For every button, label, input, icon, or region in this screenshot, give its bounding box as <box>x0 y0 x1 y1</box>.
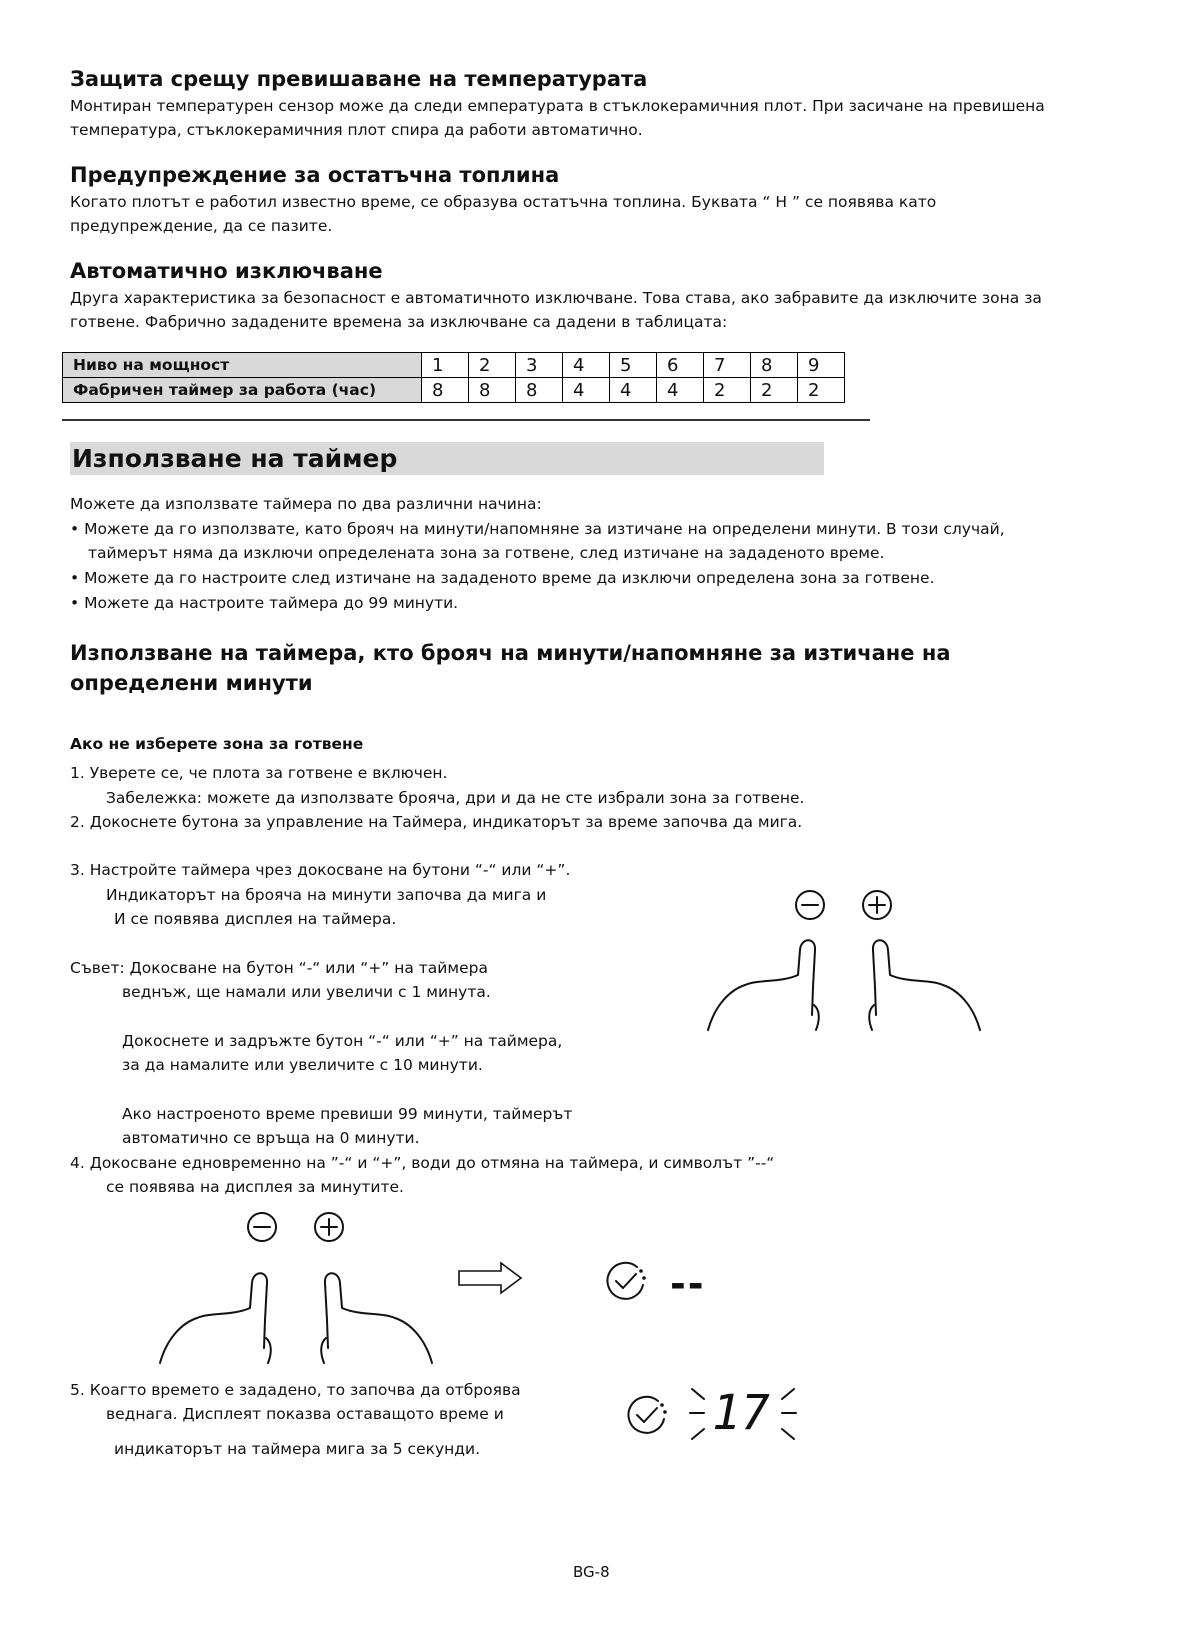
table-cell: 4 <box>563 353 610 378</box>
residual-text-1: Когато плотът е работил известно време, се образува остатъчна топлина. Буквата “ H ” се появява като <box>70 193 937 211</box>
section-title-auto-off: Автоматично изключване <box>70 259 383 283</box>
display-minutes: 17 <box>712 1385 770 1441</box>
display-dashes: -- <box>670 1262 706 1306</box>
counter-subtitle: Ако не изберете зона за готвене <box>70 735 364 753</box>
step-5-line-3: индикаторът на таймера мига за 5 секунди. <box>114 1440 481 1458</box>
overheat-text-2: температура, стъклокерамичния плот спира да работи автоматично. <box>70 121 643 139</box>
tip-1-cont: веднъж, ще намали или увеличи с 1 минута. <box>122 983 491 1001</box>
timer-bullet-2: • Можете да го настроите след изтичане на зададеното време да изключи определена зона за готвене. <box>70 569 935 587</box>
table-cell: 3 <box>516 353 563 378</box>
table-cell: 7 <box>704 353 751 378</box>
table-cell: 8 <box>516 378 563 403</box>
section-divider <box>62 419 870 421</box>
auto-off-text-1: Друга характеристика за безопасност е автоматичното изключване. Това става, ако забравите да изключите зона за <box>70 289 1042 307</box>
step-3: 3. Настройте таймера чрез докосване на бутони “-“ или “+”. <box>70 861 571 879</box>
page-number: BG-8 <box>573 1563 610 1581</box>
tip-2: Докоснете и задръжте бутон “-“ или “+” на таймера, <box>122 1032 563 1050</box>
table-cell: 2 <box>751 378 798 403</box>
table-cell: 1 <box>422 353 469 378</box>
timer-section-title: Използване на таймер <box>72 444 398 473</box>
tip-3: Ако настроеното време превиши 99 минути, таймерът <box>122 1105 573 1123</box>
table-cell: 2 <box>704 378 751 403</box>
left-hand-icon <box>708 940 819 1030</box>
step-1: 1. Уверете се, че плота за готвене е включен. <box>70 764 448 782</box>
step-5: 5. Коагто времето е зададено, то започва да отброява <box>70 1381 521 1399</box>
overheat-text-1: Монтиран температурен сензор може да следи емпературата в стъклокерамичния плот. При засичане на превишена <box>70 97 1045 115</box>
right-hand-icon <box>321 1273 432 1363</box>
step-3-line-3: И се появява дисплея на таймера. <box>114 910 397 928</box>
timer-bullet-1: • Можете да го използвате, като брояч на минути/напомняне за изтичане на определени минути. В този случай, <box>70 520 1005 538</box>
timer-intro: Можете да използвате таймера по два различни начина: <box>70 495 542 513</box>
table-row <box>63 378 845 403</box>
table-row-label: Фабричен таймер за работа (час) <box>63 378 422 403</box>
tip-2-cont: за да намалите или увеличите с 10 минути. <box>122 1056 483 1074</box>
right-arrow-icon <box>457 1261 525 1295</box>
timer-indicator-icon <box>624 1393 670 1439</box>
auto-off-text-2: готвене. Фабрично зададените времена за изключване са дадени в таблицата: <box>70 313 728 331</box>
left-hand-icon <box>160 1273 271 1363</box>
hands-press-both-illustration <box>150 1203 450 1373</box>
table-cell: 2 <box>469 353 516 378</box>
table-cell: 8 <box>469 378 516 403</box>
counter-title-2: определени минути <box>70 671 313 695</box>
hands-press-illustration <box>700 875 1000 1035</box>
table-cell: 5 <box>610 353 657 378</box>
minus-icon <box>796 891 824 919</box>
power-timer-table <box>62 352 845 403</box>
counter-title-1: Използване на таймера, кто брояч на минути/напомняне за изтичане на <box>70 641 951 665</box>
table-row <box>63 353 845 378</box>
table-cell: 6 <box>657 353 704 378</box>
step-5-line-2: веднага. Дисплеят показва оставащото време и <box>106 1405 504 1423</box>
right-hand-icon <box>869 940 980 1030</box>
table-cell: 8 <box>751 353 798 378</box>
minus-icon <box>248 1213 276 1241</box>
timer-bullet-3: • Можете да настроите таймера до 99 минути. <box>70 594 459 612</box>
step-3-line-2: Индикаторът на брояча на минути започва да мига и <box>106 886 547 904</box>
table-cell: 2 <box>798 378 845 403</box>
section-title-overheat: Защита срещу превишаване на температурата <box>70 67 648 91</box>
timer-bullet-1-cont: таймерът няма да изключи определената зона за готвене, след изтичане на зададеното време. <box>88 544 885 562</box>
step-2: 2. Докоснете бутона за управление на Таймера, индикаторът за време започва да мига. <box>70 813 803 831</box>
table-cell: 4 <box>610 378 657 403</box>
tip-1: Съвет: Докосване на бутон “-“ или “+” на таймера <box>70 959 488 977</box>
tip-3-cont: автоматично се връща на 0 минути. <box>122 1129 420 1147</box>
step-1-note: Забележка: можете да използвате брояча, дри и да не сте избрали зона за готвене. <box>106 789 805 807</box>
timer-indicator-icon <box>603 1259 649 1305</box>
table-cell: 8 <box>422 378 469 403</box>
table-cell: 4 <box>563 378 610 403</box>
step-4-cont: се появява на дисплея за минутите. <box>106 1178 404 1196</box>
table-row-label: Ниво на мощност <box>63 353 422 378</box>
section-title-residual-heat: Предупреждение за остатъчна топлина <box>70 163 560 187</box>
table-cell: 9 <box>798 353 845 378</box>
table-cell: 4 <box>657 378 704 403</box>
residual-text-2: предупреждение, да се пазите. <box>70 217 333 235</box>
plus-icon <box>315 1213 343 1241</box>
plus-icon <box>863 891 891 919</box>
step-4: 4. Докосване едновременно на ”-“ и “+”, води до отмяна на таймера, и символът ”--“ <box>70 1154 775 1172</box>
